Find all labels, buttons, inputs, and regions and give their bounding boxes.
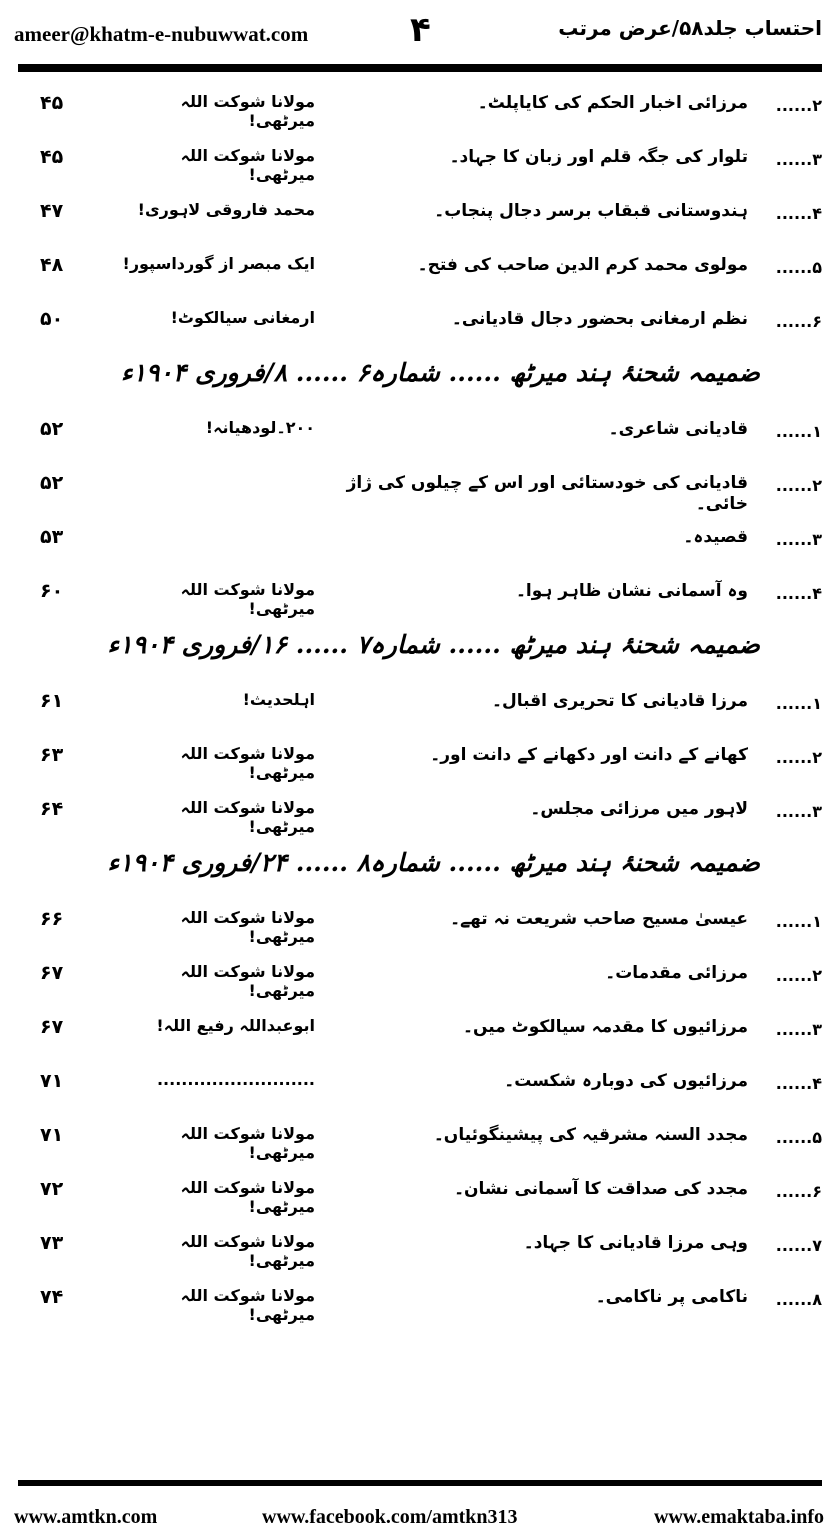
toc-entry-number: ۵...... <box>775 1128 822 1147</box>
toc-entry-author: مولانا شوکت اللہ میرٹھی! <box>180 580 315 618</box>
section-heading <box>0 348 840 404</box>
toc-entry-author: مولانا شوکت اللہ میرٹھی! <box>180 92 315 130</box>
toc-entry-page: ۷۱ <box>40 1124 64 1146</box>
toc-entry-title: کھانے کے دانت اور دکھانے کے دانت اور۔ <box>430 745 748 765</box>
toc-entry-title: مولوی محمد کرم الدین صاحب کی فتح۔ <box>417 255 748 275</box>
toc-entry-number: ۳...... <box>775 1020 822 1039</box>
toc-entry-page: ۶۰ <box>40 580 64 602</box>
toc-row <box>0 458 840 512</box>
footer-rule <box>18 1480 822 1486</box>
footer-link-emaktaba[interactable]: www.emaktaba.info <box>653 1506 824 1528</box>
toc-entry-number: ۸...... <box>775 1290 822 1309</box>
toc-row <box>0 894 840 948</box>
toc-row <box>0 1110 840 1164</box>
toc-entry-number: ۶...... <box>775 1182 822 1201</box>
toc-entry-number: ۱...... <box>775 422 822 441</box>
toc-row <box>0 78 840 132</box>
toc-entry-page: ۵۳ <box>40 526 64 548</box>
toc-row <box>0 512 840 566</box>
toc-entry-page: ۵۲ <box>40 418 64 440</box>
toc-row <box>0 1218 840 1272</box>
toc-entry-author: ابوعبداللہ رفیع اللہ! <box>156 1016 315 1035</box>
toc-entry-page: ۵۲ <box>40 472 64 494</box>
toc-entry-author: مولانا شوکت اللہ میرٹھی! <box>180 908 315 946</box>
toc-row <box>0 1164 840 1218</box>
toc-entry-author: مولانا شوکت اللہ میرٹھی! <box>180 1286 315 1324</box>
toc-entry-number: ۴...... <box>775 1074 822 1093</box>
toc-entry-title: نظم ارمغانی بحضور دجال قادیانی۔ <box>451 309 748 329</box>
header-email: ameer@khatm-e-nubuwwat.com <box>14 22 309 46</box>
toc-entry-page: ۶۴ <box>40 798 64 820</box>
toc-entry-author: مولانا شوکت اللہ میرٹھی! <box>180 962 315 1000</box>
section-heading <box>0 838 840 894</box>
toc-entry-title: وہ آسمانی نشان ظاہر ہوا۔ <box>515 581 748 601</box>
toc-entry-page: ۷۳ <box>40 1232 64 1254</box>
section-heading-text: ضمیمہ شحنۂ ہند میرٹھ ...... شمارہ۷ ...... ۱۶/فروری ۱۹۰۴ء <box>107 630 760 659</box>
section-heading-text: ضمیمہ شحنۂ ہند میرٹھ ...... شمارہ۸ ...... ۲۴/فروری ۱۹۰۴ء <box>107 848 760 877</box>
toc-entry-author: ایک مبصر از گورداسپور! <box>122 254 315 273</box>
toc-entry-page: ۷۴ <box>40 1286 64 1308</box>
toc-entry-page: ۶۳ <box>40 744 64 766</box>
toc-entry-number: ۴...... <box>775 204 822 223</box>
toc-entry-title: مرزائیوں کا مقدمہ سیالکوٹ میں۔ <box>463 1017 748 1037</box>
section-heading <box>0 620 840 676</box>
toc-entry-title: مرزائی اخبار الحکم کی کایاپلٹ۔ <box>477 93 748 113</box>
toc-entry-title: قادیانی کی خودستائی اور اس کے چیلوں کی ژاژ خائی۔ <box>346 473 748 514</box>
toc-row <box>0 1272 840 1326</box>
toc-row <box>0 404 840 458</box>
toc-entry-number: ۳...... <box>775 150 822 169</box>
toc-entry-author: مولانا شوکت اللہ میرٹھی! <box>180 1178 315 1216</box>
toc-entry-title: عیسیٰ مسیح صاحب شریعت نہ تھے۔ <box>450 909 748 929</box>
toc-entry-title: ہندوستانی قبقاب برسر دجال پنجاب۔ <box>434 201 748 221</box>
toc-entry-number: ۲...... <box>775 96 822 115</box>
toc-row <box>0 948 840 1002</box>
page-number: ۴ <box>410 10 431 50</box>
footer-link-facebook[interactable]: www.facebook.com/amtkn313 <box>262 1506 518 1528</box>
toc-entry-number: ۴...... <box>775 584 822 603</box>
toc-entry-number: ۲...... <box>775 966 822 985</box>
toc-row <box>0 186 840 240</box>
toc-row <box>0 240 840 294</box>
toc-entry-title: قصیدہ۔ <box>683 527 748 547</box>
toc-entry-author: مولانا شوکت اللہ میرٹھی! <box>180 1124 315 1162</box>
toc-row <box>0 784 840 838</box>
toc-entry-author: اہلحدیث! <box>242 690 315 709</box>
toc-row <box>0 676 840 730</box>
toc-row <box>0 1056 840 1110</box>
toc-row <box>0 294 840 348</box>
toc-entry-page: ۶۷ <box>40 962 64 984</box>
toc-entry-author: مولانا شوکت اللہ میرٹھی! <box>180 798 315 836</box>
toc-entry-page: ۴۷ <box>40 200 64 222</box>
toc-entry-author: مولانا شوکت اللہ میرٹھی! <box>180 146 315 184</box>
toc-row <box>0 132 840 186</box>
page-footer <box>0 1500 840 1536</box>
toc-entry-author: ۲۰۰۔لودھیانہ! <box>205 418 315 437</box>
toc-entry-page: ۴۸ <box>40 254 64 276</box>
toc-entry-page: ۷۱ <box>40 1070 64 1092</box>
toc-entry-page: ۵۰ <box>40 308 64 330</box>
toc-entry-title: قادیانی شاعری۔ <box>608 419 748 439</box>
toc-entry-number: ۷...... <box>775 1236 822 1255</box>
toc-entry-number: ۲...... <box>775 748 822 767</box>
toc-entry-number: ۳...... <box>775 530 822 549</box>
volume-title: احتساب جلد۵۸/عرض مرتب <box>558 16 822 40</box>
toc-entry-title: مرزائیوں کی دوبارہ شکست۔ <box>504 1071 748 1091</box>
toc-entry-title: ناکامی پر ناکامی۔ <box>595 1287 748 1307</box>
toc-row <box>0 566 840 620</box>
toc-entry-number: ۲...... <box>775 476 822 495</box>
toc-entry-author: ارمغانی سیالکوٹ! <box>170 308 315 327</box>
toc-entry-author: مولانا شوکت اللہ میرٹھی! <box>180 1232 315 1270</box>
footer-link-amtkn[interactable]: www.amtkn.com <box>14 1506 158 1528</box>
toc-entry-title: وہی مرزا قادیانی کا جہاد۔ <box>523 1233 748 1253</box>
toc-row <box>0 1002 840 1056</box>
toc-entry-number: ۶...... <box>775 312 822 331</box>
toc-entry-page: ۶۱ <box>40 690 64 712</box>
toc-entry-page: ۴۵ <box>40 92 64 114</box>
toc-entry-page: ۷۲ <box>40 1178 64 1200</box>
page-header <box>0 0 840 62</box>
toc-entry-number: ۵...... <box>775 258 822 277</box>
toc-entry-page: ۴۵ <box>40 146 64 168</box>
toc-entry-number: ۳...... <box>775 802 822 821</box>
toc-entry-author: .......................... <box>156 1070 315 1089</box>
toc-entry-author: محمد فاروقی لاہوری! <box>137 200 315 219</box>
toc-entry-number: ۱...... <box>775 912 822 931</box>
toc-row <box>0 730 840 784</box>
toc-entry-page: ۶۶ <box>40 908 64 930</box>
toc-entry-title: مرزائی مقدمات۔ <box>605 963 748 983</box>
header-rule <box>18 64 822 72</box>
toc-entry-title: لاہور میں مرزائی مجلس۔ <box>530 799 748 819</box>
toc-entry-number: ۱...... <box>775 694 822 713</box>
table-of-contents <box>0 78 840 1326</box>
toc-entry-title: مرزا قادیانی کا تحریری اقبال۔ <box>492 691 748 711</box>
toc-entry-title: تلوار کی جگہ قلم اور زبان کا جہاد۔ <box>449 147 748 167</box>
toc-entry-page: ۶۷ <box>40 1016 64 1038</box>
toc-entry-author: مولانا شوکت اللہ میرٹھی! <box>180 744 315 782</box>
toc-entry-title: مجدد کی صداقت کا آسمانی نشان۔ <box>454 1179 748 1199</box>
section-heading-text: ضمیمہ شحنۂ ہند میرٹھ ...... شمارہ۶ ...... ۸/فروری ۱۹۰۴ء <box>120 358 760 387</box>
toc-entry-title: مجدد السنہ مشرقیہ کی پیشینگوئیاں۔ <box>433 1125 748 1145</box>
